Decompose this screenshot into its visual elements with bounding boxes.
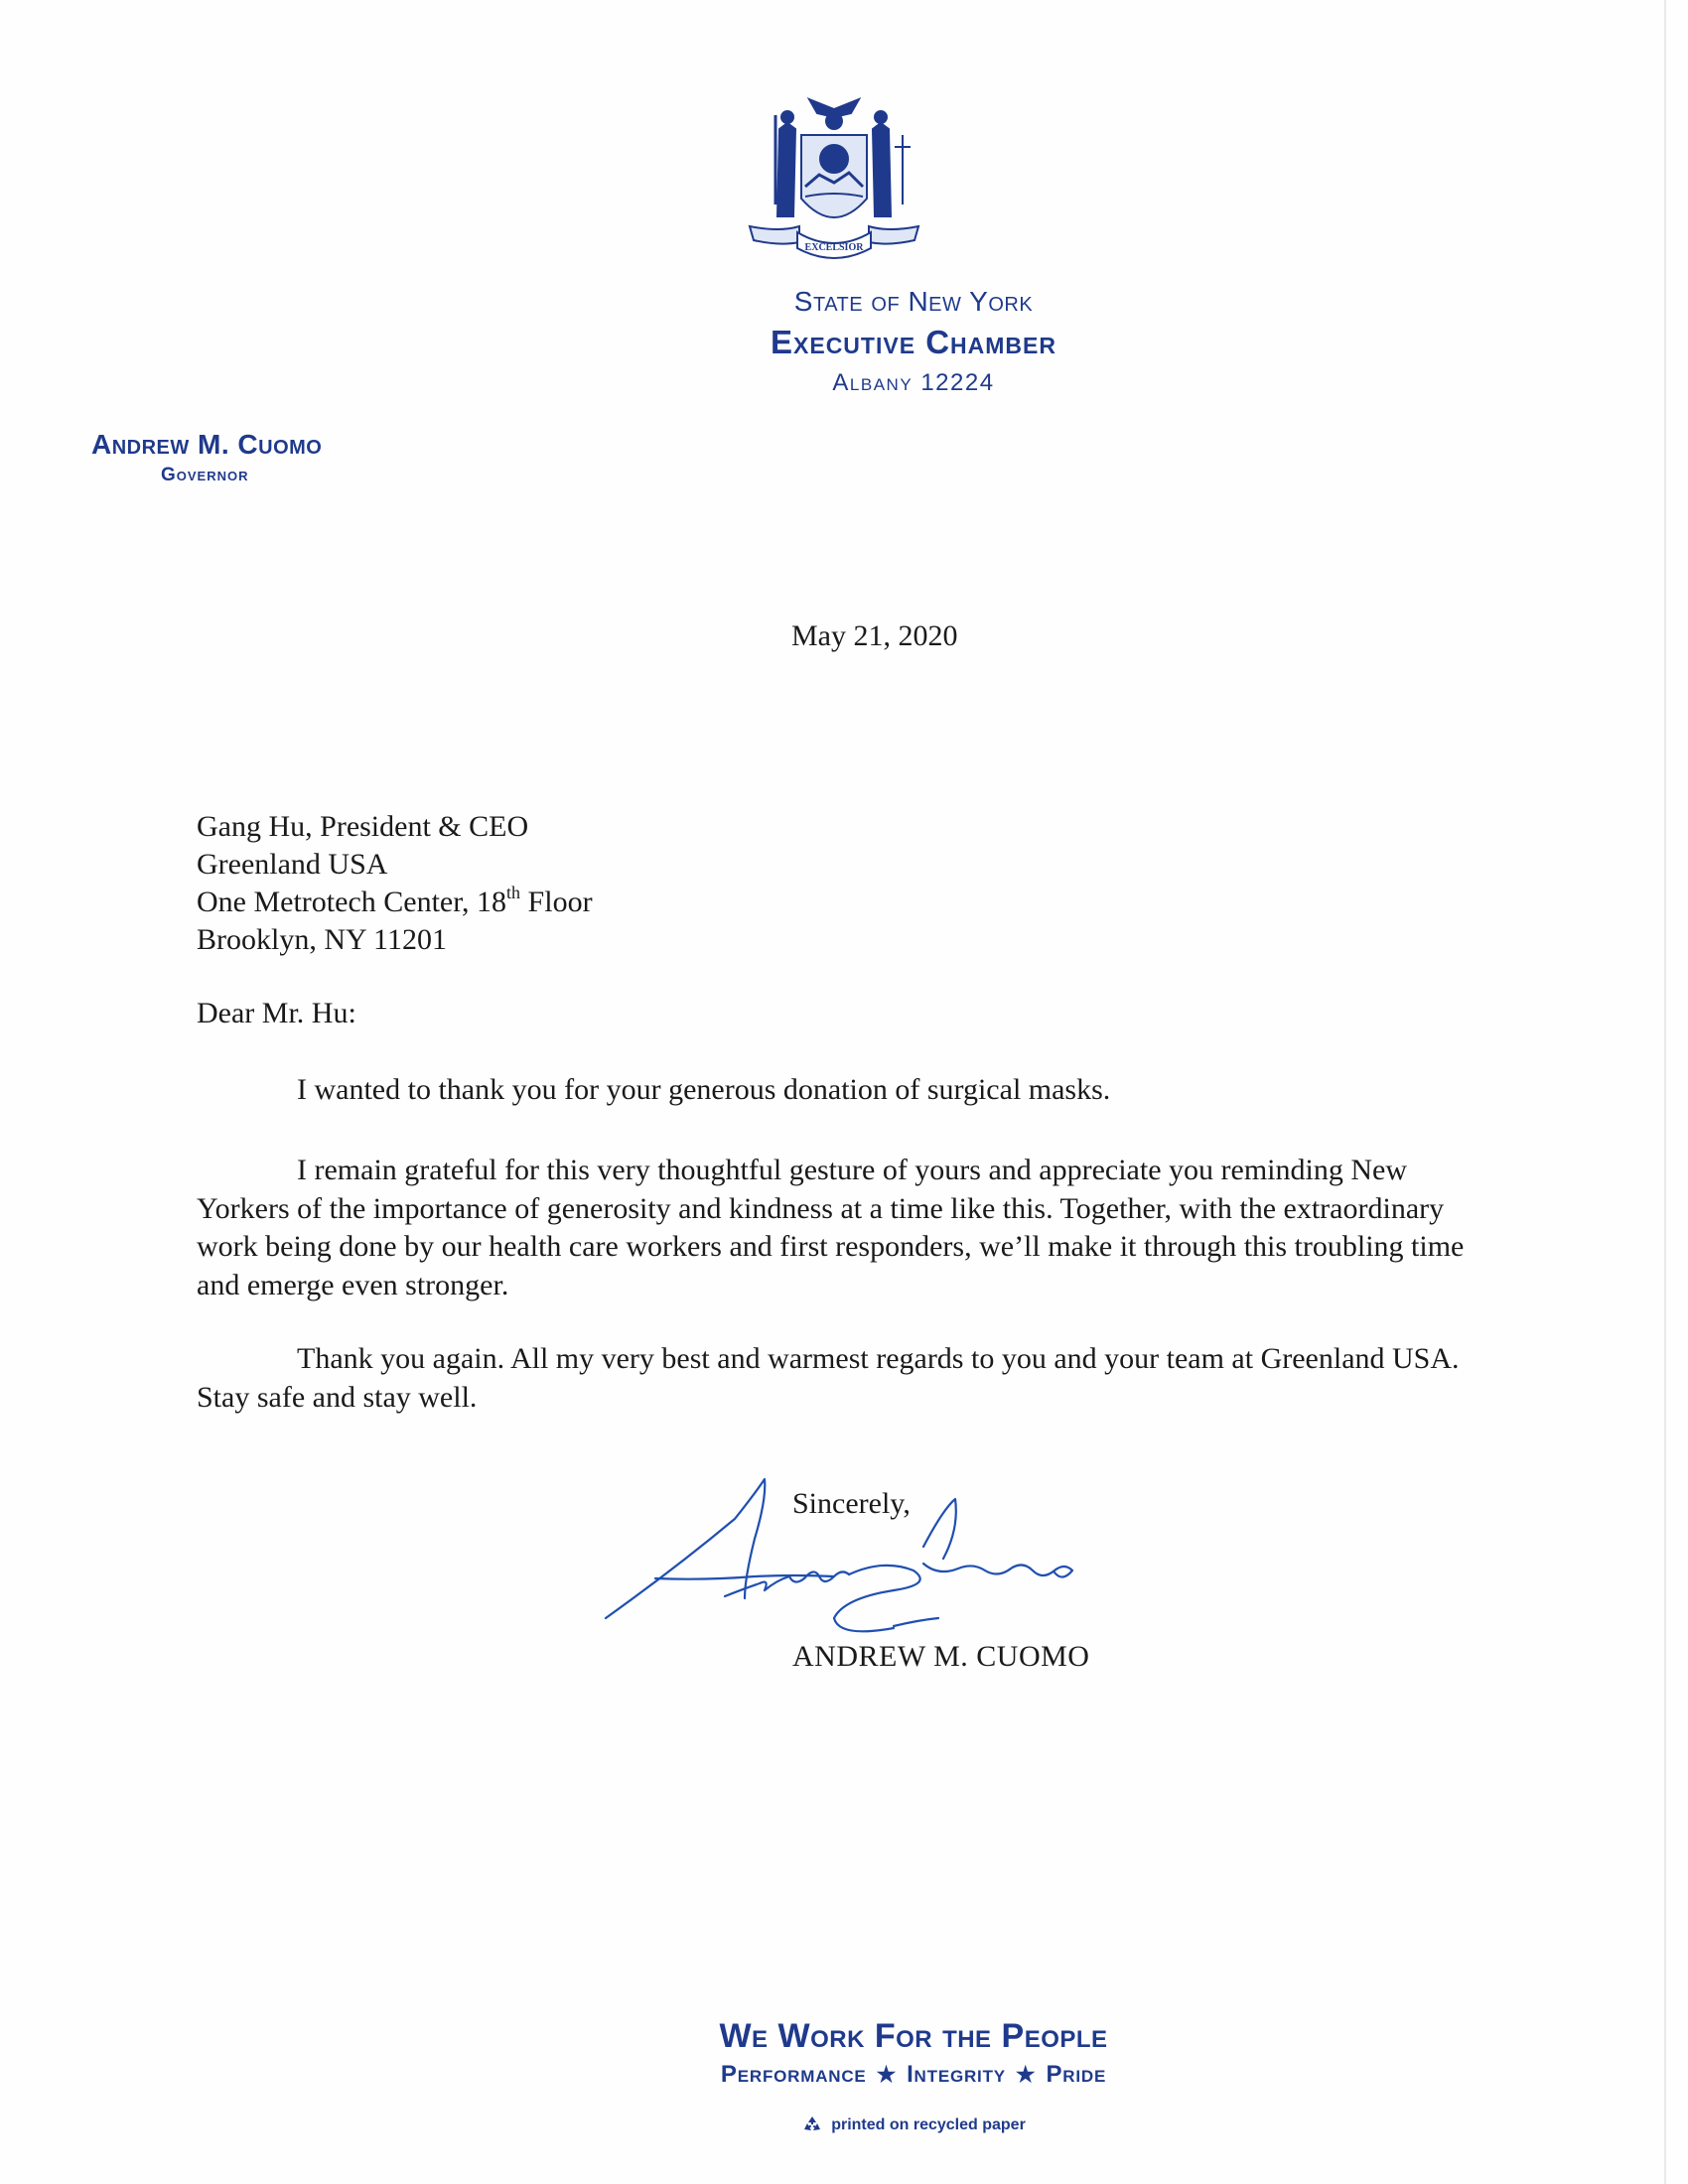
letterhead-state: State of New York bbox=[793, 286, 1034, 317]
recipient-company-line: Greenland USA bbox=[197, 848, 388, 881]
recipient-street-line bbox=[197, 884, 593, 921]
recipient-address bbox=[197, 808, 593, 959]
paragraph-text: I wanted to thank you for your generous donation of surgical masks. bbox=[297, 1073, 1111, 1106]
street-text: One Metrotech Center, 18 bbox=[197, 886, 507, 918]
street-floor: Floor bbox=[520, 886, 593, 918]
value-performance: Performance bbox=[720, 2061, 867, 2088]
value-integrity: Integrity bbox=[907, 2061, 1006, 2088]
recycle-icon bbox=[801, 2115, 823, 2136]
paragraph-text: I remain grateful for this very thoughtful gesture of yours and appreciate you reminding New Yorkers of the importance of generosity and kindness at a time like this. Together, with the extraordinary work being done by our health care workers and first responders, we’ll make it through this troubling time and emerge even stronger. bbox=[197, 1154, 1465, 1301]
letter-date: May 21, 2020 bbox=[791, 619, 958, 652]
salutation: Dear Mr. Hu: bbox=[197, 997, 356, 1029]
star-icon: ★ bbox=[876, 2062, 898, 2087]
recycled-text: printed on recycled paper bbox=[831, 2116, 1026, 2134]
body-paragraph-1 bbox=[197, 1071, 1487, 1110]
body-paragraph-2 bbox=[197, 1152, 1487, 1304]
closing: Sincerely, bbox=[792, 1487, 911, 1520]
governor-title: Governor bbox=[161, 465, 249, 485]
seal-motto: EXCELSIOR bbox=[804, 242, 864, 253]
star-icon: ★ bbox=[1015, 2062, 1037, 2087]
footer-motto: We Work For the People bbox=[719, 2017, 1108, 2055]
recipient-name-line: Gang Hu, President & CEO bbox=[197, 810, 529, 843]
letterhead-city: Albany 12224 bbox=[832, 369, 995, 396]
ordinal-suffix: th bbox=[506, 883, 521, 902]
state-seal-icon bbox=[740, 87, 928, 266]
letterhead-office: Executive Chamber bbox=[771, 324, 1056, 360]
paragraph-text: Thank you again. All my very best and warmest regards to you and your team at Greenland USA. Stay safe and stay well. bbox=[197, 1342, 1460, 1414]
body-paragraph-3 bbox=[197, 1340, 1487, 1417]
recipient-city-line: Brooklyn, NY 11201 bbox=[197, 923, 447, 956]
footer-values bbox=[0, 2061, 1688, 2089]
value-pride: Pride bbox=[1046, 2061, 1107, 2088]
signature-icon bbox=[596, 1459, 1172, 1648]
signer-name: ANDREW M. CUOMO bbox=[792, 1640, 1090, 1673]
recycled-note bbox=[0, 2115, 1688, 2136]
governor-name: Andrew M. Cuomo bbox=[91, 429, 323, 460]
